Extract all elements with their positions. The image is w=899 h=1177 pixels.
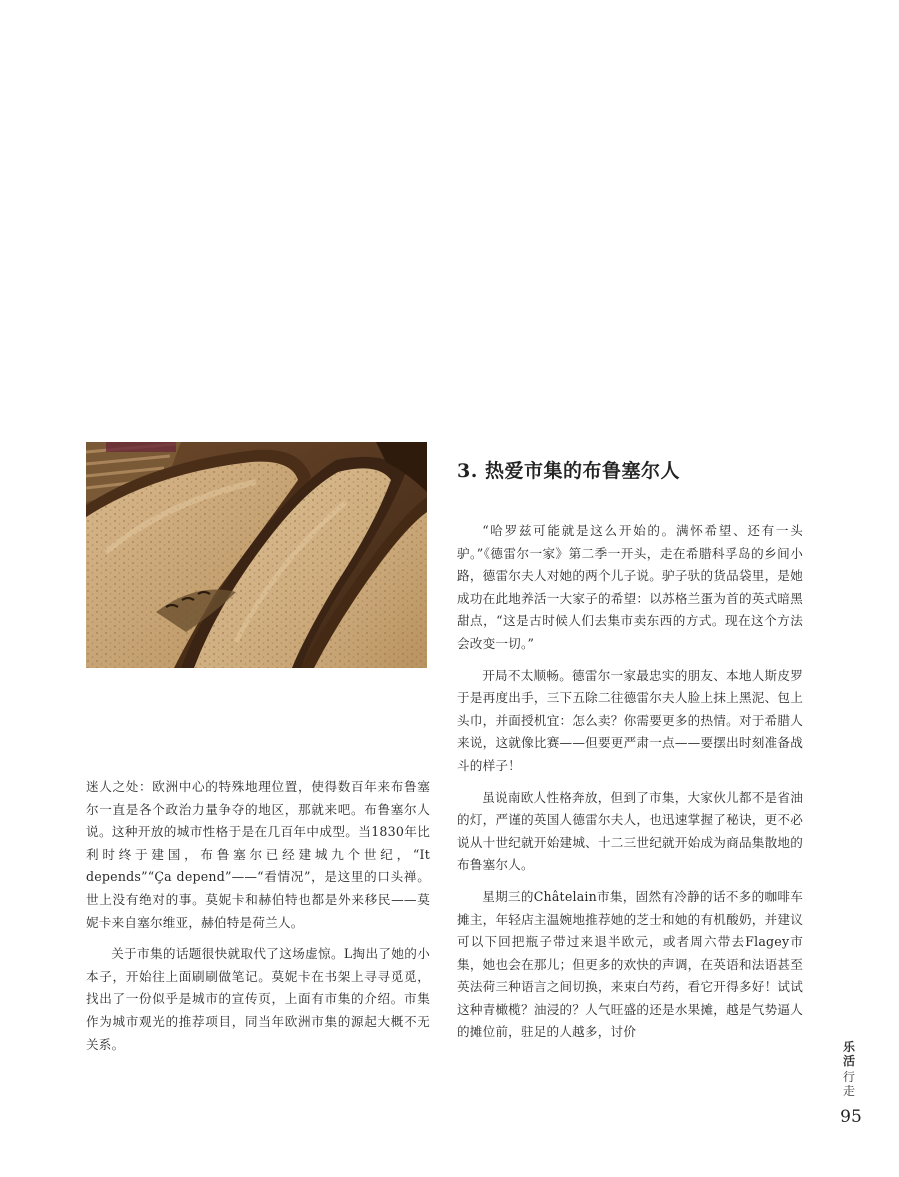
section-title: 3. 热爱市集的布鲁塞尔人 <box>457 460 680 482</box>
paragraph: 星期三的Châtelain市集，固然有冷静的话不多的咖啡车摊主，年轻店主温婉地推荐她的芝士和她的有机酸奶，并建议可以下回把瓶子带过来退半欧元，或者周六带去Flagey市集，她也会在那儿；但更多的欢快的声调，在英语和法语甚至英法荷三种语言之间切换，来束白芍药，看它开得多好！试试这种青橄榄？油浸的？人气旺盛的还是水果摊，越是气势逼人的摊位前，驻足的人越多，讨价 <box>457 888 803 1040</box>
section-label-strong: 乐活 <box>842 1040 855 1068</box>
right-column-text <box>457 520 803 1053</box>
paragraph: 关于市集的话题很快就取代了这场虚惊。L掏出了她的小本子，开始往上面刷刷做笔记。莫妮卡在书架上寻寻觅觅，找出了一份似乎是城市的宣传页，上面有市集的介绍。市集作为城市观光的推荐项目，同当年欧洲市集的源起大概不无关系。 <box>86 946 430 1052</box>
left-column-text <box>86 776 430 1065</box>
paragraph: 开局不太顺畅。德雷尔一家最忠实的朋友、本地人斯皮罗于是再度出手，三下五除二往德雷尔夫人脸上抹上黑泥、包上头巾，并面授机宜：怎么卖？你需要更多的热情。对于希腊人来说，这就像比赛——但要更严肃一点——要摆出时刻准备战斗的样子！ <box>457 667 803 773</box>
paragraph: 迷人之处：欧洲中心的特殊地理位置，使得数百年来布鲁塞尔一直是各个政治力量争夺的地区，那就来吧。布鲁塞尔人说。这种开放的城市性格于是在几百年中成型。当1830年比利时终于建国，布鲁塞尔已经建城九个世纪，“It depends”“Ça depend”——“看情况”，是这里的口头禅。世上没有绝对的事。莫妮卡和赫伯特也都是外来移民——莫妮卡来自塞尔维亚，赫伯特是荷兰人。 <box>86 779 430 930</box>
paragraph: “哈罗兹可能就是这么开始的。满怀希望、还有一头驴。”《德雷尔一家》第二季一开头，走在希腊科孚岛的乡间小路，德雷尔夫人对她的两个儿子说。驴子驮的货品袋里，是她成功在此地养活一大家子的希望：以苏格兰蛋为首的英式暗黑甜点，“这是古时候人们去集市卖东西的方式。现在这个方法会改变一切。” <box>457 523 803 651</box>
section-label-rest: 行走 <box>842 1070 855 1098</box>
paragraph: 虽说南欧人性格奔放，但到了市集，大家伙儿都不是省油的灯，严谨的英国人德雷尔夫人，也迅速掌握了秘诀，更不必说从十世纪就开始建城、十二三世纪就开始成为商品集散地的布鲁塞尔人。 <box>457 789 803 873</box>
bread-photo <box>86 442 427 668</box>
section-label <box>838 1040 860 1098</box>
page-number: 95 <box>840 1107 862 1127</box>
